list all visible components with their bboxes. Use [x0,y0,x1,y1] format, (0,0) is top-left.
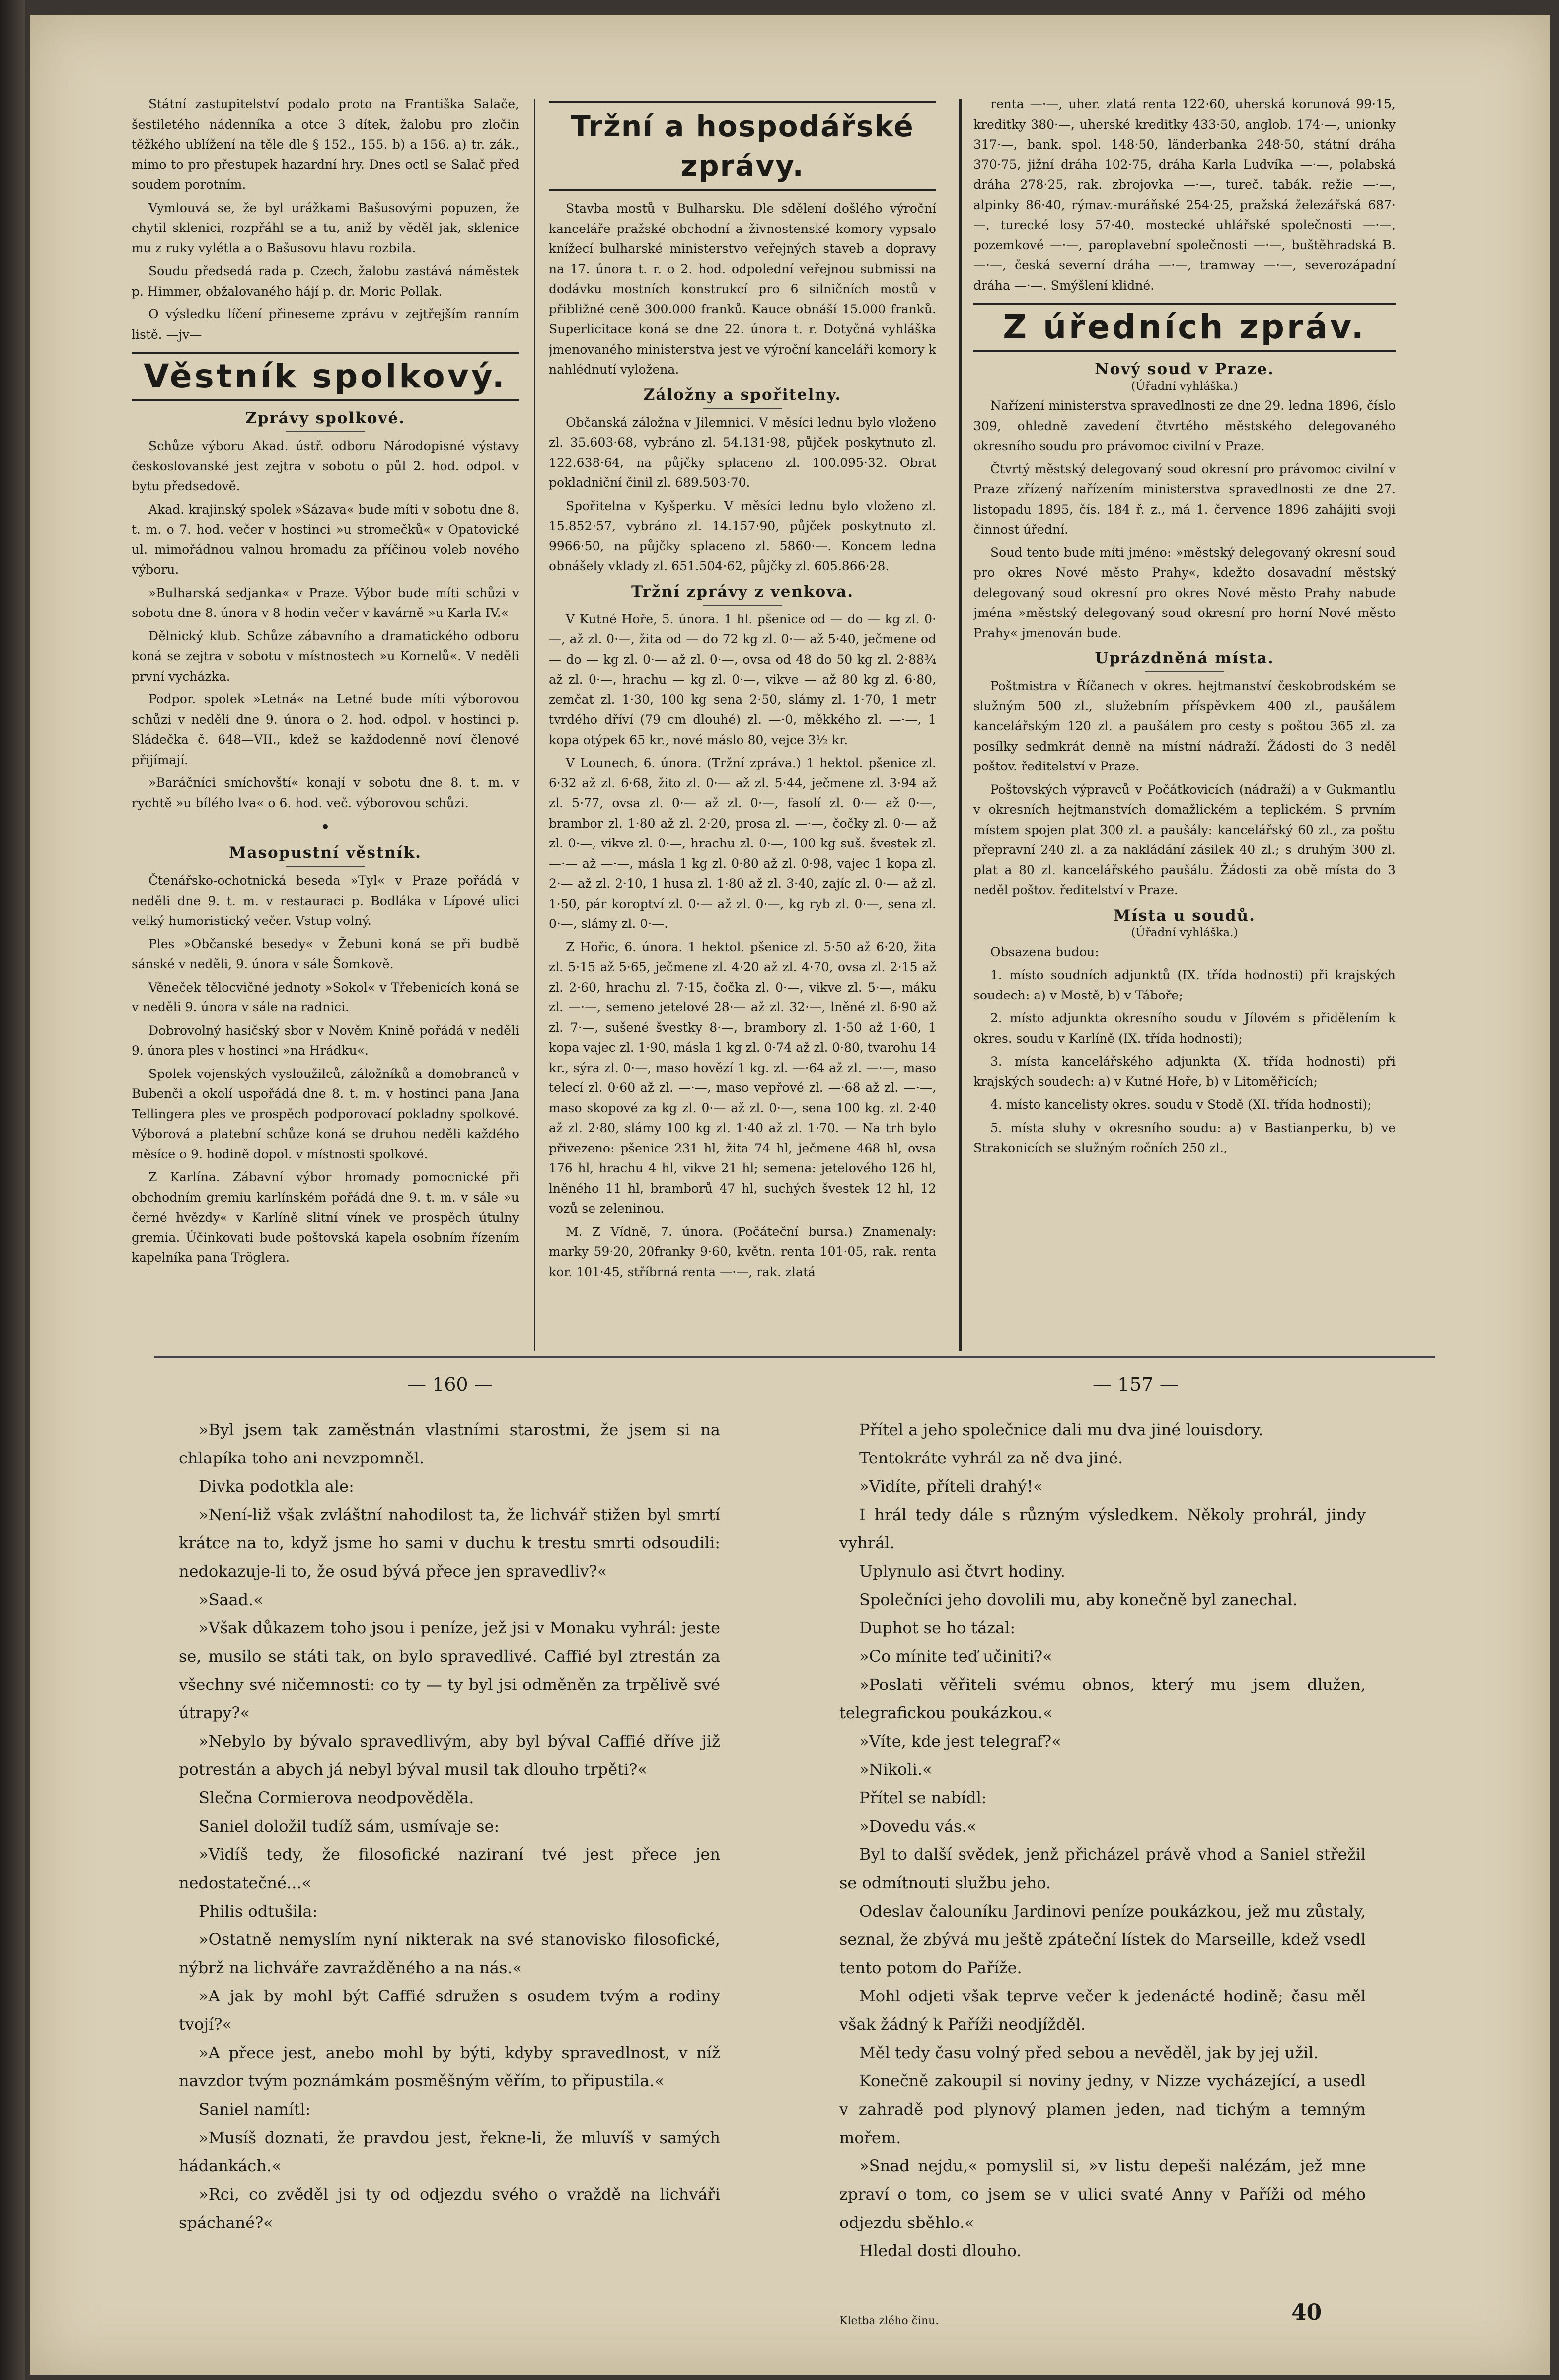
uprazdnena-block [973,676,1396,901]
subheading-zpravy-spolkove: Zprávy spolkové. [245,409,405,427]
paragraph: Poštmistra v Říčanech v okres. hejtmanství českobrodském se služným 500 zl., služebním příspěvkem 400 zl., paušálem kancelářským 120 zl. a paušálem pro cesty s poštou 365 zl. za posílky sedmkrát denně na místní nádraží. Žádosti do 3 neděl poštov. ředitelství v Praze. [973,679,1396,773]
divider [1145,671,1224,672]
paragraph: V Lounech, 6. února. (Tržní zpráva.) 1 hektol. pšenice zl. 6·32 až zl. 6·68, žito zl. 0·— až zl. 5·44, ječmene zl. 3·94 až zl. 5·77, ovsa zl. 0·— až zl. 0·—, fasolí zl. 0·— až 0·—, brambor zl. 1·80 až zl. 2·20, prosa zl. —·—, čočky zl. 0·— až zl. 0·—, vikve zl. 0·—, hrachu zl. 0·—, 100 kg suš. švestek zl. —·— až —·—, másla 1 kg zl. 0·80 až zl. 0·98, vajec 1 kopa zl. 2·— až zl. 2·10, 1 husa zl. 1·80 až zl. 3·40, zajíc zl. 0·— až zl. 1·50, pár koroptví zl. 0·— až zl. 0·—, kg ryb zl. 0·—, sena zl. 0·—, slámy zl. 0·—. [549,756,936,931]
novel-right-column [839,1416,1366,2350]
footer-page-number: 40 [1291,2300,1322,2325]
paragraph: Dobrovolný hasičský sbor v Nověm Knině pořádá v neděli 9. února ples v hostinci »na Hrádku«. [132,1023,519,1058]
paragraph: 4. místo kancelisty okres. soudu v Stodě (XI. třída hodnosti); [990,1097,1372,1112]
paragraph: Čtvrtý městský delegovaný soud okresní pro právomoc civilní v Praze zřízený nařízením ministerstva spravedlnosti ze dne 27. listopadu 1895, čís. 184 ř. z., má 1. července 1896 zahájiti svoji činnost úřední. [973,461,1396,537]
paragraph: »Musíš doznati, že pravdou jest, řekne-li, že mluvíš v samých hádankách.« [179,2128,720,2175]
subheading-masopustni: Masopustní věstník. [229,844,422,862]
paragraph: O výsledku líčení přineseme zprávu v zejtřejším ranním listě. —jv— [132,307,519,342]
section-title-vestnik: Věstník spolkový. [132,352,519,401]
paragraph: »Poslati věřiteli svému obnos, který mu jsem dlužen, telegrafickou poukázkou.« [839,1675,1366,1722]
footer-title: Kletba zlého činu. [839,2315,939,2327]
subheading-trzni-zpravy: Tržní zprávy z venkova. [631,582,854,601]
paragraph: Z Karlína. Zábavní výbor hromady pomocnické při obchodním gremiu karlínském pořádá dne 9. t. m. v sále »u černé hvězdy« v Karlíně slitní vínek ve prospěch útulny gremia. Účinkovati bude poštovská kapela osobním řízením kapelníka pana Tröglera. [132,1170,519,1265]
paragraph: Soudu předsedá rada p. Czech, žalobu zastává náměstek p. Himmer, obžalovaného hájí p. dr. Moric Pollak. [132,264,519,299]
divider [703,605,782,606]
subheading-novy-soud: Nový soud v Praze. [1095,360,1274,378]
paragraph: Uplynulo asi čtvrt hodiny. [859,1562,1065,1581]
paragraph: Dělnický klub. Schůze zábavního a dramatického odboru koná se zejtra v sobotu v místnostech »u Kornelů«. V neděli první vycházka. [132,628,519,684]
paragraph: »Byl jsem tak zaměstnán vlastními starostmi, že jsem si na chlapíka toho ani nevzpomněl. [179,1420,720,1467]
paragraph: M. Z Vídně, 7. února. (Počáteční bursa.) Znamenaly: marky 59·20, 20franky 9·60, květn. renta 101·05, rak. renta kor. 101·45, stříbrná renta —·—, rak. zlatá [549,1224,936,1279]
paragraph: »Víte, kde jest telegraf?« [859,1732,1061,1751]
note-vyhlaska-2: (Úřadní vyhláška.) [1131,926,1238,939]
paragraph: »Vidíš tedy, že filosofické naziraní tvé jest přece jen nedostatečné...« [179,1845,720,1892]
paragraph: Obsazena budou: [990,944,1099,959]
paragraph: Z Hořic, 6. února. 1 hektol. pšenice zl. 5·50 až 6·20, žita zl. 5·15 až 5·65, ječmene zl. 4·20 až zl. 4·70, ovsa zl. 2·15 až zl. 2·60, hrachu zl. 7·15, čočka zl. 0·—, vikve zl. 5·—, máku zl. —·—, semeno jetelové 28·— až zl. 32·—, lněné zl. 6·90 až zl. 7·—, sušené švestky 8·—, brambory zl. 1·50 až 1·60, 1 kopa vajec zl. 1·90, másla 1 kg zl. 0·74 až zl. 0·80, tvarohu 14 kr., sýra zl. 0·—, maso hovězí 1 kg. zl. —·64 až zl. —·—, maso telecí zl. 0·60 až zl. —·—, maso vepřové zl. —·68 až zl. —·—, maso skopové za kg zl. 0·— až zl. 0·—, sena 100 kg. zl. 2·40 až zl. 2·80, slámy 100 kg zl. 1·40 až zl. 1·70. — Na trh bylo přivezeno: pšenice 231 hl, žita 74 hl, ječmene 468 hl, ovsa 176 hl, hrachu 4 hl, vikve 21 hl; semena: jetelového 126 hl, lněného 11 hl, bramborů 47 hl, suchých švestek 12 hl, 12 vozů se zeleninou. [549,939,936,1216]
zalozny-block [549,413,936,577]
paragraph: »Bulharská sedjanka« v Praze. Výbor bude míti schůzi v sobotu dne 8. února v 8 hodin večer v kavárně »u Karla IV.« [132,585,519,620]
paragraph: Spolek vojenských vysloužilců, záložníků a domobranců v Bubenči a okolí uspořádá dne 8. t. m. v hostinci pana Jana Tellingera ples ve prospěch podporovací pokladny spolkové. Výborová a platební schůze koná se druhou neděli každého měsíce o 9. hodině dopol. v místnosti spolkové. [132,1066,519,1161]
paragraph: Státní zastupitelství podalo proto na Františka Salače, šestiletého nádenníka a otce 3 dítek, žalobu pro zločin těžkého ublížení na těle dle § 152., 155. b) a 156. a) tr. zák., mimo to pro přestupek hazardní hry. Dnes octl se Salač před soudem porotním. [132,97,519,192]
paragraph: Čtenářsko-ochotnická beseda »Tyl« v Praze pořádá v neděli dne 9. t. m. v restauraci p. Bodláka v Lípové ulici velký humoristický večer. Vstup volný. [132,873,519,928]
paragraph: »Ostatně nemyslím nyní nikterak na své stanovisko filosofické, nýbrž na lichváře zavražděného a na nás.« [179,1930,720,1977]
stavba-block [549,199,936,380]
section-title-trzni: Tržní a hospodářské zprávy. [549,101,936,191]
paragraph: V Kutné Hoře, 5. února. 1 hl. pšenice od — do — kg zl. 0·—, až zl. 0·—, žita od — do 72 kg zl. 0·— až 5·40, ječmene od — do — kg zl. 0·— až zl. 0·—, ovsa od 48 do 50 kg zl. 2·88¾ až zl. 0·—, hrachu — kg zl. 0·—, vikve — až 80 kg zl. 6·80, zemčat zl. 1·30, 100 kg sena 2·50, slámy zl. 1·70, 1 metr tvrdého dříví (79 cm dlouhé) zl. —·0, měkkého zl. —·—, 1 kopa otýpek 65 kr., nové máslo 80, vejce 3½ kr. [549,612,936,747]
paragraph: Akad. krajinský spolek »Sázava« bude míti v sobotu dne 8. t. m. o 7. hod. večer v hostinci »u stromečků« v Opatovické ul. mimořádnou valnou hromadu za příčinou voleb nového výboru. [132,502,519,577]
mista-block [973,942,1396,1158]
subheading-uprazdnena: Uprázdněná místa. [1095,649,1274,667]
note-vyhlaska: (Úřadní vyhláška.) [1131,380,1238,393]
paragraph: Společníci jeho dovolili mu, aby konečně byl zanechal. [859,1590,1298,1609]
paragraph: Stavba mostů v Bulharsku. Dle sdělení došlého výroční kanceláře pražské obchodní a živnostenské komory vypsalo knížecí bulharské ministerstvo veřejných staveb a dopravy na 17. února t. r. o 2. hod. odpolední veřejnou submissi na dodávku mostních konstrukcí pro 6 silničních mostů v přibližné ceně 300.000 franků. Kauce obnáší 15.000 franků. Superlicitace koná se dne 22. února t. r. Dotyčná vyhláška jmenovaného ministerstva jest ve výroční kanceláři komory k nahlédnutí vyložena. [549,201,936,377]
paragraph: »A přece jest, anebo mohl by býti, kdyby spravedlnost, v níž navzdor tvým poznámkám posměšným věřím, to připustila.« [179,2043,720,2090]
paragraph: Poštovských výpravců v Počátkovicích (nádraží) a v Gukmantlu v okresních hejtmanstvích domažlickém a teplickém. S prvním místem spojen plat 300 zl. a paušály: kancelářský 60 zl., za poštu přepravní 240 zl. a za nakládání zásilek 40 zl.; s druhým 300 zl. plat a 80 zl. kancelářského paušálu. Žádosti za obě místa do 3 neděl poštov. ředitelství v Praze. [973,782,1396,897]
dot-separator: • [320,817,331,837]
paragraph: I hrál tedy dále s různým výsledkem. Několy prohrál, jindy vyhrál. [839,1505,1366,1552]
page-number-right: — 157 — [1093,1374,1179,1395]
page-gutter [959,99,962,1351]
paragraph: Podpor. spolek »Letná« na Letné bude míti výborovou schůzi v neděli dne 9. února o 2. hod. odpol. v hostinci p. Sládečka č. 648—VII., kdež se každodenně noví členové přijímají. [132,692,519,767]
trzni-block [549,610,936,1283]
paragraph: 3. místa kancelářského adjunkta (X. třída hodnosti) při krajských soudech: a) v Kutné Hoře, b) v Litoměřicích; [973,1054,1396,1089]
paragraph: »Vidíte, příteli drahý!« [859,1477,1043,1496]
paragraph: Odeslav čalouníku Jardinovi peníze poukázkou, jež mu zůstaly, seznal, že zbývá mu ještě zpáteční lístek do Marseille, kdež vsedl tento potom do Paříže. [839,1902,1366,1977]
paragraph: Konečně zakoupil si noviny jedny, v Nizze vycházející, a usedl v zahradě pod plynový plamen jeden, nad tichým a temným mořem. [839,2072,1366,2147]
subheading-mista-soudu: Místa u soudů. [1114,906,1256,924]
paragraph: Spořitelna v Kyšperku. V měsíci lednu bylo vloženo zl. 15.852·57, vybráno zl. 14.157·90, půjček poskytnuto zl. 9966·50, na půjčky splaceno zl. 5860·—. Koncem ledna obnášely vklady zl. 651.504·62, půjčky zl. 605.866·28. [549,498,936,573]
paragraph: Duphot se ho tázal: [859,1618,1016,1637]
divider [286,431,365,432]
left-page-col2 [549,94,936,1366]
paragraph: Soud tento bude míti jméno: »městský delegovaný okresní soud pro okres Nové město Prahy«, kdežto dosavadní městský delegovaný soud okresní pro okres Nové město Prahy nabude jména »městský delegovaný soud okresní pro horní Nové město Prahy« jmenován bude. [973,545,1396,640]
paragraph: 5. místa sluhy v okresního soudu: a) v Bastianperku, b) ve Strakonicích se služným ročních 250 zl., [973,1120,1396,1155]
newspaper-sheet [30,15,1550,2375]
divider [703,408,782,409]
column-divider [534,99,535,1351]
novy-soud-block [973,396,1396,643]
paragraph: Přítel se nabídl: [859,1788,987,1807]
spolkove-block [132,436,519,813]
paragraph: Přítel a jeho společnice dali mu dva jiné louisdory. [859,1420,1263,1439]
paragraph: Schůze výboru Akad. ústř. odboru Národopisné výstavy českoslovanské jest zejtra v sobotu o půl 2. hod. odpol. v bytu předsedově. [132,439,519,493]
horizontal-rule [154,1356,1435,1358]
page-number-left: — 160 — [407,1374,493,1395]
paragraph: Tentokráte vyhrál za ně dva jiné. [859,1449,1123,1467]
paragraph: 1. místo soudních adjunktů (IX. třída hodnosti) při krajských soudech: a) v Mostě, b) v Táboře; [973,968,1396,1002]
paragraph: Slečna Cormierova neodpověděla. [199,1788,474,1807]
scan-edge-strip [0,0,25,2380]
paragraph: »Snad nejdu,« pomyslil si, »v listu depeši nalézám, jež mne zpraví o tom, co jsem se v ulici svaté Anny v Paříži od mého odjezdu sběhlo.« [839,2156,1366,2232]
paragraph: »Co mínite teď učiniti?« [859,1647,1052,1666]
novel-left-column [179,1416,720,2350]
paragraph: »Baráčníci smíchovští« konají v sobotu dne 8. t. m. v rychtě »u bílého lva« o 6. hod. več. výborovou schůzi. [132,775,519,810]
paragraph: »Nikoli.« [859,1760,932,1779]
paragraph: Nařízení ministerstva spravedlnosti ze dne 29. ledna 1896, číslo 309, ohledně zavedení čtvrtého městského delegovaného okresního soudu pro právomoc civilní v Praze. [973,398,1396,453]
paragraph: »Dovedu vás.« [859,1817,977,1836]
right-page-col1 [973,94,1396,1366]
paragraph: Měl tedy času volný před sebou a nevěděl, jak by jej užil. [859,2043,1319,2062]
paragraph: »Však důkazem toho jsou i peníze, jež jsi v Monaku vyhrál: jeste se, musilo se státi tak, on bylo spravedlivé. Caffié byl ztrestán za všechny své ničemnosti: co ty — ty byl jsi odměněn za trpělivě své útrapy?« [179,1618,720,1722]
paragraph: renta —·—, uher. zlatá renta 122·60, uherská korunová 99·15, kreditky 380·—, uherské kreditky 433·50, anglob. 174·—, unionky 317·—, bank. spol. 148·50, länderbanka 248·50, státní dráha 370·75, jižní dráha 102·75, dráha Karla Ludvíka —·—, polabská dráha 278·25, rak. zbrojovka —·—, tureč. tabák. režie —·—, alpinky 86·40, rýmav.-muráňské 254·25, pražská železářská 687·—, turecké losy 57·40, mostecké uhlářské společnosti —·—, pozemkové —·—, paroplavební společnosti —·—, buštěhradská B. —·—, česká severní dráha —·—, tramway —·—, severozápadní dráha —·—. Smýšlení klidné. [973,97,1396,293]
paragraph: Věneček tělocvičné jednoty »Sokol« v Třebenicích koná se v neděli 9. února v sále na radnici. [132,980,519,1014]
paragraph: Mohl odjeti však teprve večer k jedenácté hodině; času měl však žádný k Paříži neodjížděl. [839,1987,1366,2034]
divider [286,866,365,867]
paragraph: »A jak by mohl být Caffié sdružen s osudem tvým a rodiny tvojí?« [179,1987,720,2034]
intro-block [132,94,519,345]
paragraph: Byl to další svědek, jenž přicházel právě vhod a Saniel střežil se odmítnouti službu jeho. [839,1845,1366,1892]
section-title-urednich: Z úředních zpráv. [973,303,1396,352]
paragraph: Divka podotkla ale: [199,1477,354,1496]
paragraph: »Saad.« [199,1590,263,1609]
paragraph: 2. místo adjunkta okresního soudu v Jílovém s přidělením k okres. soudu v Karlíně (IX. třída hodnosti); [973,1011,1396,1046]
paragraph: Vymlouvá se, že byl urážkami Bašusovými popuzen, že chytil sklenici, rozpřáhl se a tu, aniž by věděl jak, sklenice mu z ruky vylétla a o Bašusovu hlavu rozbila. [132,200,519,255]
paragraph: Philis odtušila: [199,1902,318,1920]
subheading-zalozny: Záložny a spořitelny. [643,385,842,404]
paragraph: Ples »Občanské besedy« v Žebuni koná se při budbě sánské v neděli, 9. února v sále Šomkově. [132,936,519,971]
paragraph: »Nebylo by bývalo spravedlivým, aby byl býval Caffié dříve již potrestán a abych já nebyl býval musil tak dlouho trpěti?« [179,1732,720,1779]
masopust-block [132,871,519,1268]
renta-block [973,94,1396,296]
paragraph: Saniel namítl: [199,2100,311,2119]
paragraph: Saniel doložil tudíž sám, usmívaje se: [199,1817,500,1836]
paragraph: »Rci, co zvěděl jsi ty od odjezdu svého o vraždě na lichváři spáchané?« [179,2185,720,2232]
paragraph: »Není-liž však zvláštní nahodilost ta, že lichvář stižen byl smrtí krátce na to, když jsme ho sami v duchu k trestu smrti odsoudili: nedokazuje-li to, že osud bývá přece jen spravedliv?« [179,1505,720,1581]
left-page-col1 [132,94,519,1366]
paragraph: Občanská záložna v Jilemnici. V měsíci lednu bylo vloženo zl. 35.603·68, vybráno zl. 54.131·98, půjček poskytnuto zl. 122.638·64, na půjčky splaceno zl. 100.095·32. Obrat pokladniční činil zl. 689.503·70. [549,415,936,490]
paragraph: Hledal dosti dlouho. [859,2241,1022,2260]
